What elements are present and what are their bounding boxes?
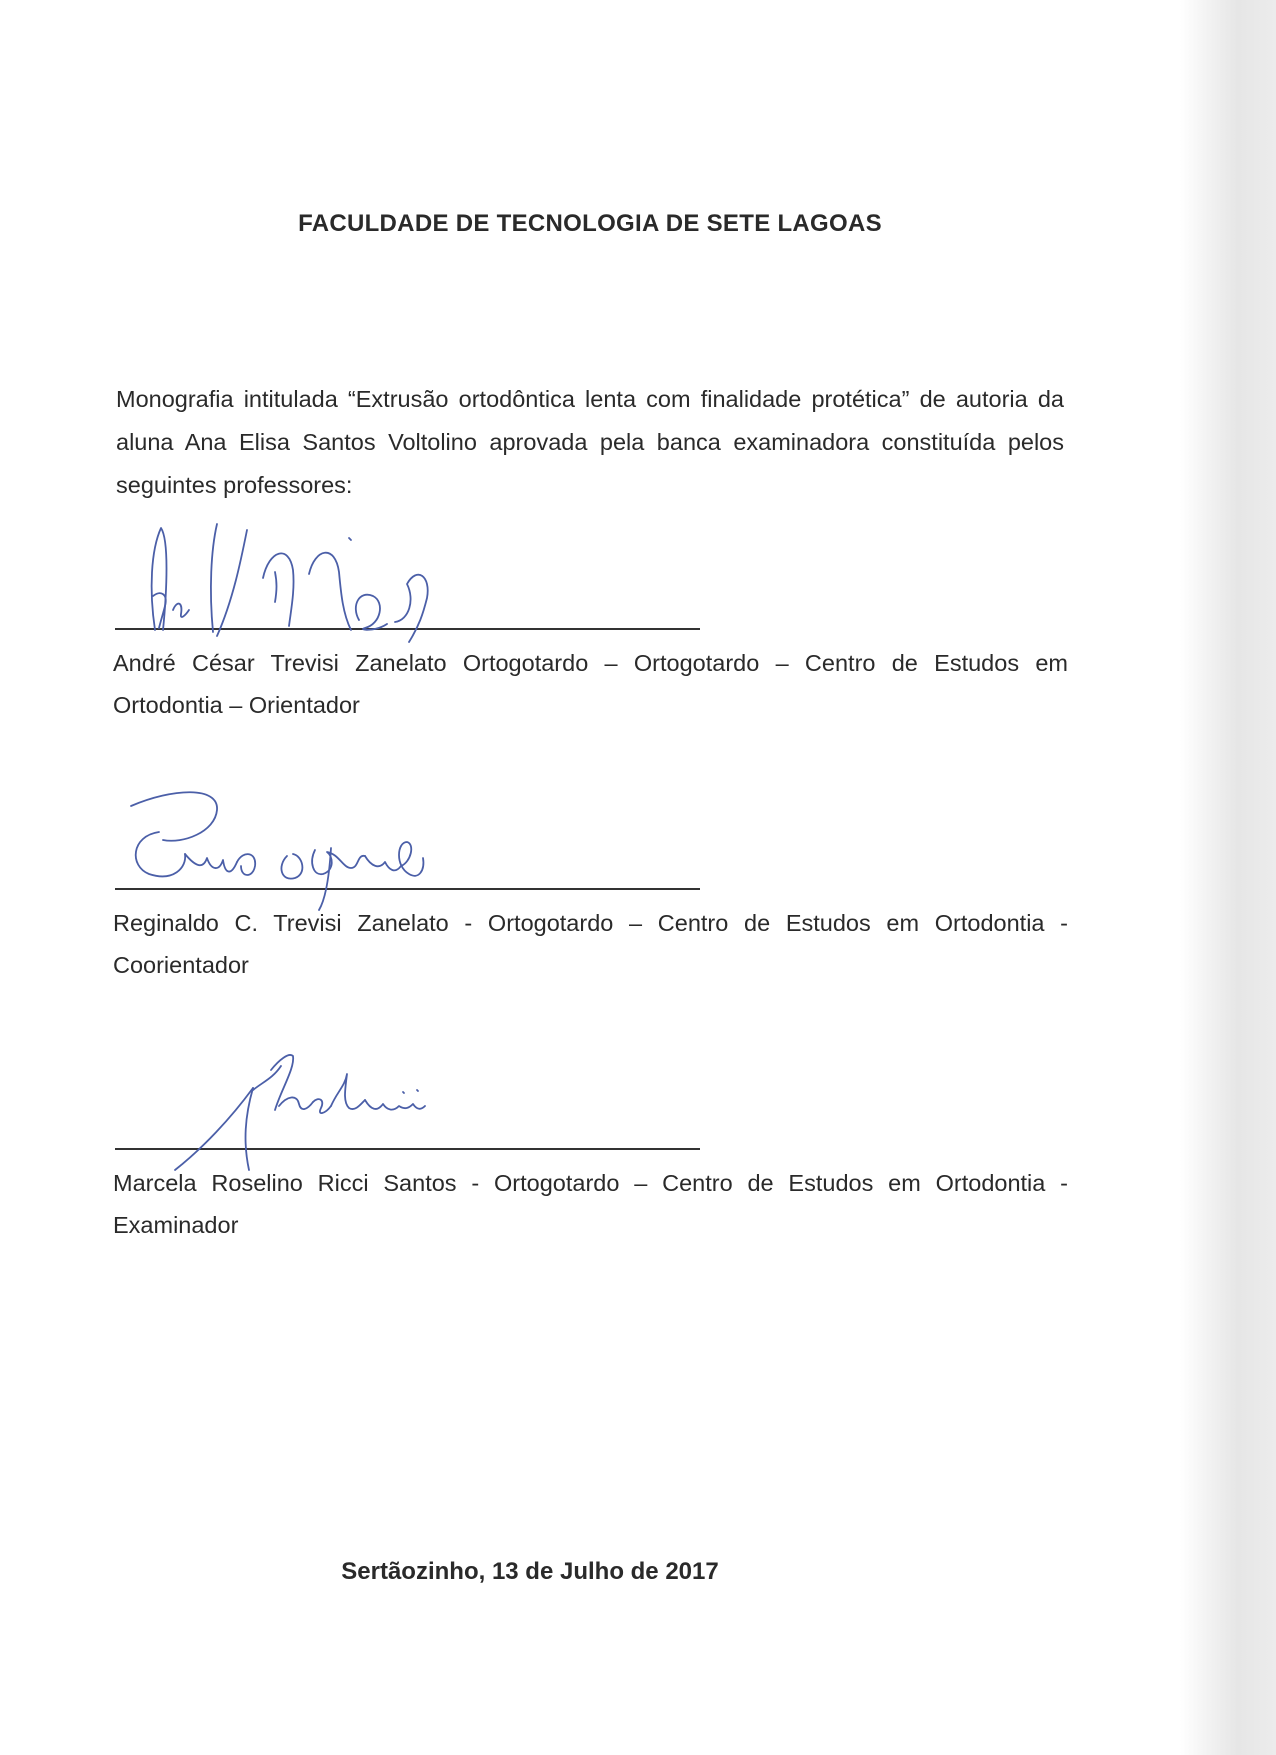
signature-area [113, 1030, 1063, 1150]
signature-area [113, 510, 1063, 630]
handwritten-signature-advisor [113, 510, 613, 650]
approval-statement: Monografia intitulada “Extrusão ortodôntica lenta com finalidade protética” de autoria da aluna Ana Elisa Santos Voltolino aprovada pela banca examinadora constituída pelos seguintes professores: [116, 386, 1064, 498]
handwritten-signature-examiner [113, 1030, 613, 1170]
signature-block-coadvisor [113, 770, 1068, 986]
handwritten-signature-coadvisor [113, 770, 613, 910]
place-and-date: Sertãozinho, 13 de Julho de 2017 [341, 1558, 719, 1585]
signatory-advisor: André César Trevisi Zanelato Ortogotardo – Ortogotardo – Centro de Estudos em Ortodontia – Orientador [113, 650, 1068, 718]
institution-heading: FACULDADE DE TECNOLOGIA DE SETE LAGOAS [298, 210, 882, 237]
signatory-coadvisor: Reginaldo C. Trevisi Zanelato - Ortogotardo – Centro de Estudos em Ortodontia - Coorientador [113, 910, 1068, 978]
signatory-examiner: Marcela Roselino Ricci Santos - Ortogotardo – Centro de Estudos em Ortodontia - Examinador [113, 1170, 1068, 1238]
signature-area [113, 770, 1063, 890]
signature-block-examiner [113, 1030, 1068, 1246]
signature-block-advisor [113, 510, 1068, 726]
scan-shadow [1180, 0, 1276, 1755]
